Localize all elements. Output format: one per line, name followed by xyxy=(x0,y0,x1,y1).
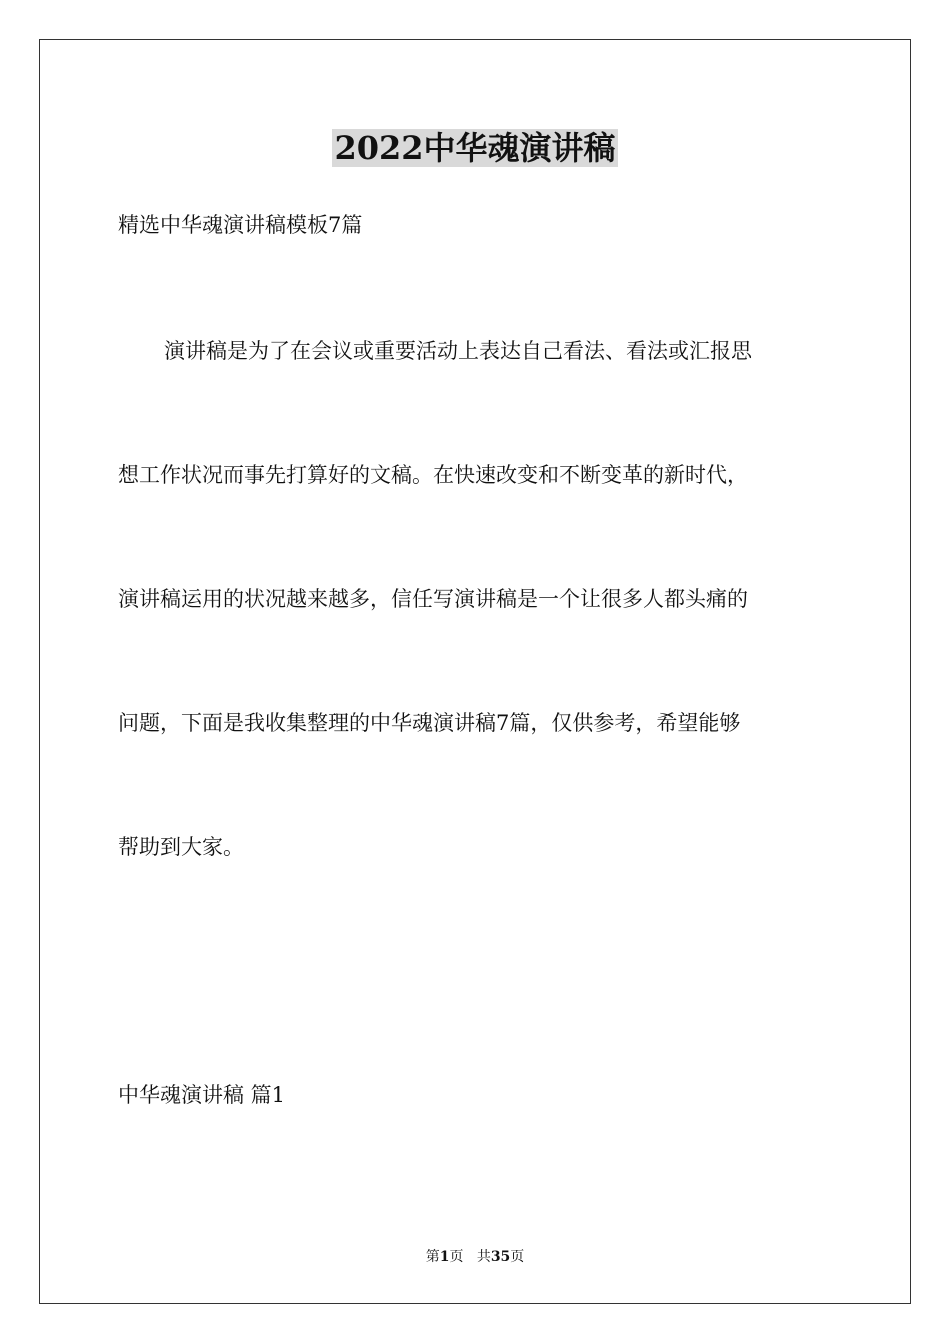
footer-page-current: 1 xyxy=(439,1249,450,1265)
document-title xyxy=(0,126,950,170)
footer-page-prefix: 第 xyxy=(425,1249,440,1265)
document-subtitle: 精选中华魂演讲稿模板7篇 xyxy=(118,213,363,237)
intro-line-2: 想工作状况而事先打算好的文稿。在快速改变和不断变革的新时代， xyxy=(118,463,748,487)
intro-line-4: 问题，下面是我收集整理的中华魂演讲稿7篇，仅供参考，希望能够 xyxy=(118,711,741,735)
section-heading: 中华魂演讲稿 篇1 xyxy=(118,1083,286,1107)
footer-total-prefix: 共 xyxy=(476,1249,491,1265)
intro-line-1: 演讲稿是为了在会议或重要活动上表达自己看法、看法或汇报思 xyxy=(164,339,752,363)
footer-page-unit: 页 xyxy=(449,1249,464,1265)
footer-total-unit: 页 xyxy=(510,1249,525,1265)
intro-line-3: 演讲稿运用的状况越来越多，信任写演讲稿是一个让很多人都头痛的 xyxy=(118,587,748,611)
document-title-text: 2022中华魂演讲稿 xyxy=(334,129,616,167)
footer-page-total: 35 xyxy=(490,1249,511,1265)
intro-line-5: 帮助到大家。 xyxy=(118,835,244,859)
page-footer xyxy=(0,1247,950,1267)
